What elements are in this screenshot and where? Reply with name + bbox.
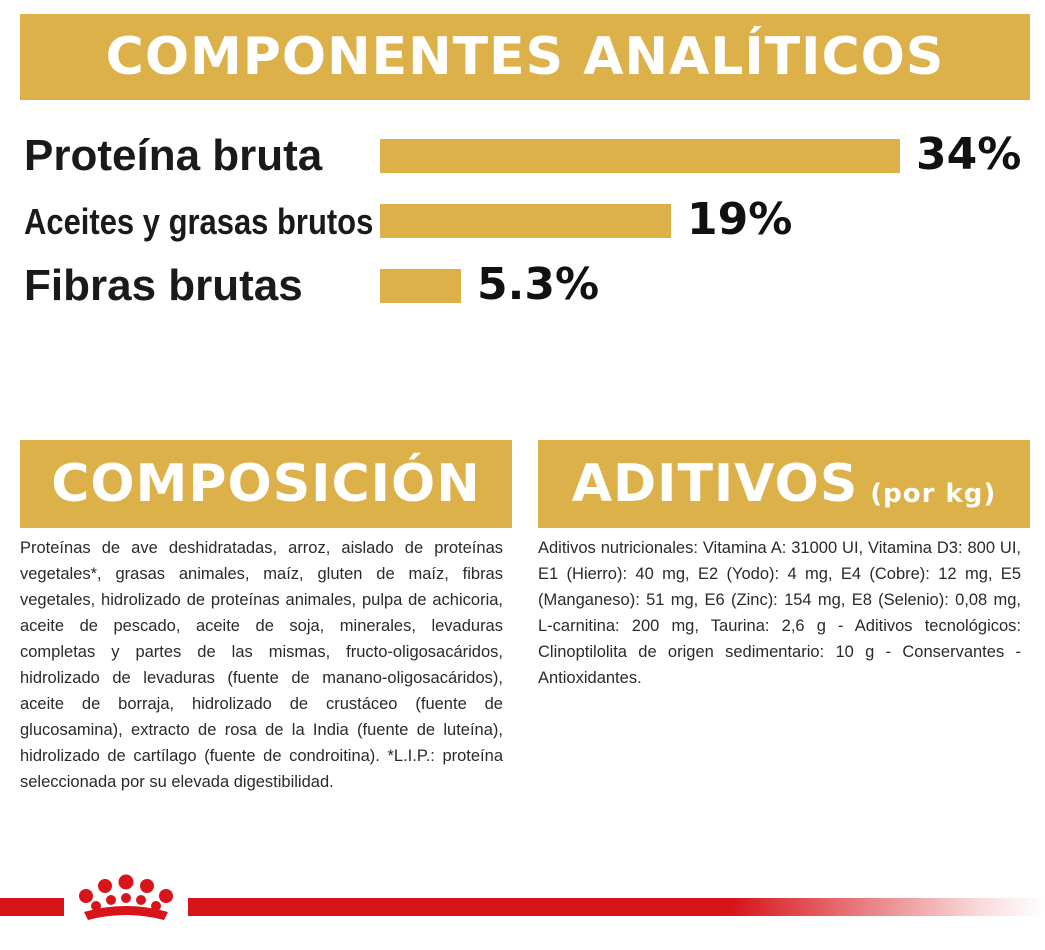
- bar-value-label: 5.3%: [477, 259, 600, 310]
- composition-header: [20, 440, 512, 528]
- bar: [380, 139, 900, 173]
- composition-title: COMPOSICIÓN: [51, 454, 481, 514]
- analytic-components-chart: [0, 115, 1045, 325]
- bar-label: Fibras brutas: [24, 261, 303, 310]
- bar-value-label: 19%: [687, 194, 793, 245]
- additives-header: [538, 440, 1030, 528]
- bar-label: Proteína bruta: [24, 131, 323, 180]
- additives-text: Aditivos nutricionales: Vitamina A: 31000 UI, Vitamina D3: 800 UI, E1 (Hierro): 40 mg, E2 (Yodo): 4 mg, E4 (Cobre): 12 mg, E5 (Manganeso): 51 mg, E6 (Zinc): 154 mg, E8 (Selenio): 0,08 mg, L-carnitina: 200 mg, Taurina: 2,6 g - Aditivos tecnológicos: Clinoptilolita de origen sedimentario: 10 g - Conservantes - Antioxidantes.: [538, 539, 1021, 687]
- bar: [380, 204, 671, 238]
- bar-value-label: 34%: [916, 129, 1022, 180]
- composition-text: Proteínas de ave deshidratadas, arroz, aislado de proteínas vegetales*, grasas animales, maíz, gluten de maíz, fibras vegetales, hidrolizado de proteínas animales, pulpa de achicoria, aceite de pescado, aceite de soja, minerales, levaduras completas y partes de las mismas, fructo-oligosacáridos, hidrolizado de levaduras (fuente de manano-oligosacáridos), aceite de borraja, hidrolizado de crustáceo (fuente de glucosamina), extracto de rosa de la India (fuente de luteína), hidrolizado de cartílago (fuente de condroitina). *L.I.P.: proteína seleccionada por su elevada digestibilidad.: [20, 539, 503, 791]
- analytic-components-title: COMPONENTES ANALÍTICOS: [105, 27, 945, 87]
- bar: [380, 269, 461, 303]
- royal-canin-crown-icon: [64, 870, 188, 932]
- additives-title: ADITIVOS: [571, 454, 859, 514]
- bar-label: Aceites y grasas brutos: [24, 201, 374, 242]
- additives-subtitle: (por kg): [870, 479, 997, 509]
- analytic-components-header: [20, 14, 1030, 100]
